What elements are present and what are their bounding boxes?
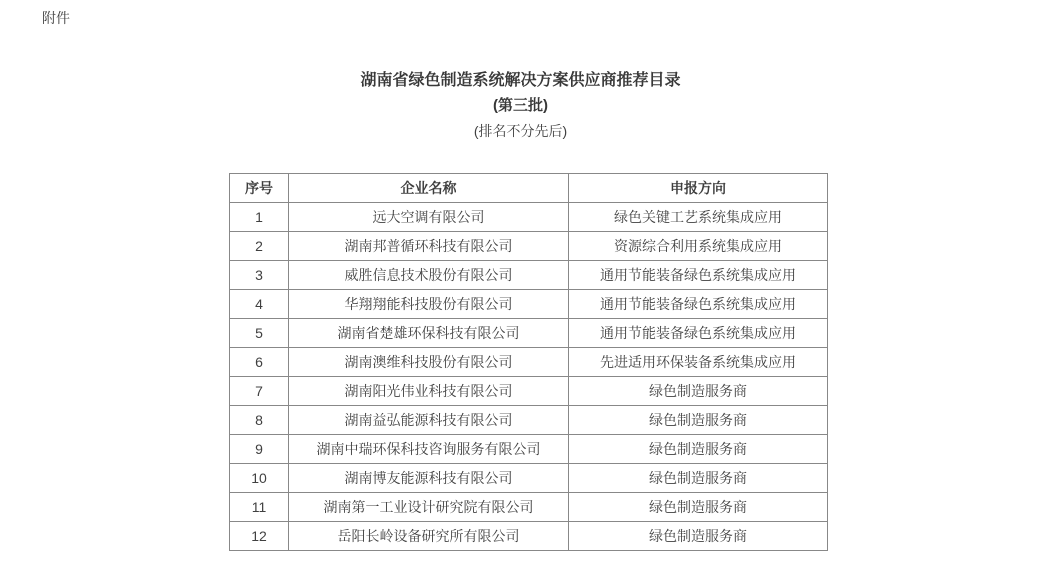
attachment-label: 附件 (42, 10, 70, 26)
ranking-note: (排名不分先后) (473, 123, 568, 139)
cell-index: 10 (230, 464, 289, 493)
cell-company: 湖南澳维科技股份有限公司 (289, 348, 569, 377)
cell-company: 岳阳长岭设备研究所有限公司 (289, 522, 569, 551)
cell-company: 湖南博友能源科技有限公司 (289, 464, 569, 493)
table-body (230, 203, 828, 551)
cell-index: 12 (230, 522, 289, 551)
cell-index: 8 (230, 406, 289, 435)
cell-company: 湖南益弘能源科技有限公司 (289, 406, 569, 435)
column-header-index: 序号 (230, 174, 289, 203)
cell-index: 9 (230, 435, 289, 464)
table-row (230, 290, 828, 319)
cell-index: 6 (230, 348, 289, 377)
cell-field: 先进适用环保装备系统集成应用 (569, 348, 828, 377)
cell-company: 湖南阳光伟业科技有限公司 (289, 377, 569, 406)
table-row (230, 319, 828, 348)
cell-field: 绿色制造服务商 (569, 522, 828, 551)
page-title: 湖南省绿色制造系统解决方案供应商推荐目录 (360, 72, 681, 89)
table-row (230, 232, 828, 261)
table-row (230, 261, 828, 290)
cell-index: 1 (230, 203, 289, 232)
column-header-field: 申报方向 (569, 174, 828, 203)
cell-field: 绿色关键工艺系统集成应用 (569, 203, 828, 232)
table-row (230, 493, 828, 522)
cell-company: 远大空调有限公司 (289, 203, 569, 232)
column-header-company: 企业名称 (289, 174, 569, 203)
table-row (230, 522, 828, 551)
cell-company: 华翔翔能科技股份有限公司 (289, 290, 569, 319)
cell-field: 绿色制造服务商 (569, 435, 828, 464)
cell-index: 3 (230, 261, 289, 290)
cell-field: 通用节能装备绿色系统集成应用 (569, 261, 828, 290)
cell-field: 绿色制造服务商 (569, 406, 828, 435)
table-row (230, 464, 828, 493)
table-row (230, 435, 828, 464)
table-row (230, 377, 828, 406)
cell-index: 4 (230, 290, 289, 319)
page-subtitle-batch: (第三批) (493, 97, 548, 114)
cell-company: 威胜信息技术股份有限公司 (289, 261, 569, 290)
table-header-row (230, 174, 828, 203)
cell-field: 资源综合利用系统集成应用 (569, 232, 828, 261)
table-row (230, 348, 828, 377)
cell-index: 5 (230, 319, 289, 348)
cell-field: 绿色制造服务商 (569, 464, 828, 493)
cell-company: 湖南邦普循环科技有限公司 (289, 232, 569, 261)
cell-company: 湖南中瑞环保科技咨询服务有限公司 (289, 435, 569, 464)
table-row (230, 203, 828, 232)
cell-index: 2 (230, 232, 289, 261)
cell-field: 绿色制造服务商 (569, 493, 828, 522)
cell-field: 通用节能装备绿色系统集成应用 (569, 290, 828, 319)
cell-field: 通用节能装备绿色系统集成应用 (569, 319, 828, 348)
cell-company: 湖南第一工业设计研究院有限公司 (289, 493, 569, 522)
cell-field: 绿色制造服务商 (569, 377, 828, 406)
cell-index: 11 (230, 493, 289, 522)
cell-company: 湖南省楚雄环保科技有限公司 (289, 319, 569, 348)
cell-index: 7 (230, 377, 289, 406)
table-row (230, 406, 828, 435)
supplier-table (229, 173, 828, 551)
